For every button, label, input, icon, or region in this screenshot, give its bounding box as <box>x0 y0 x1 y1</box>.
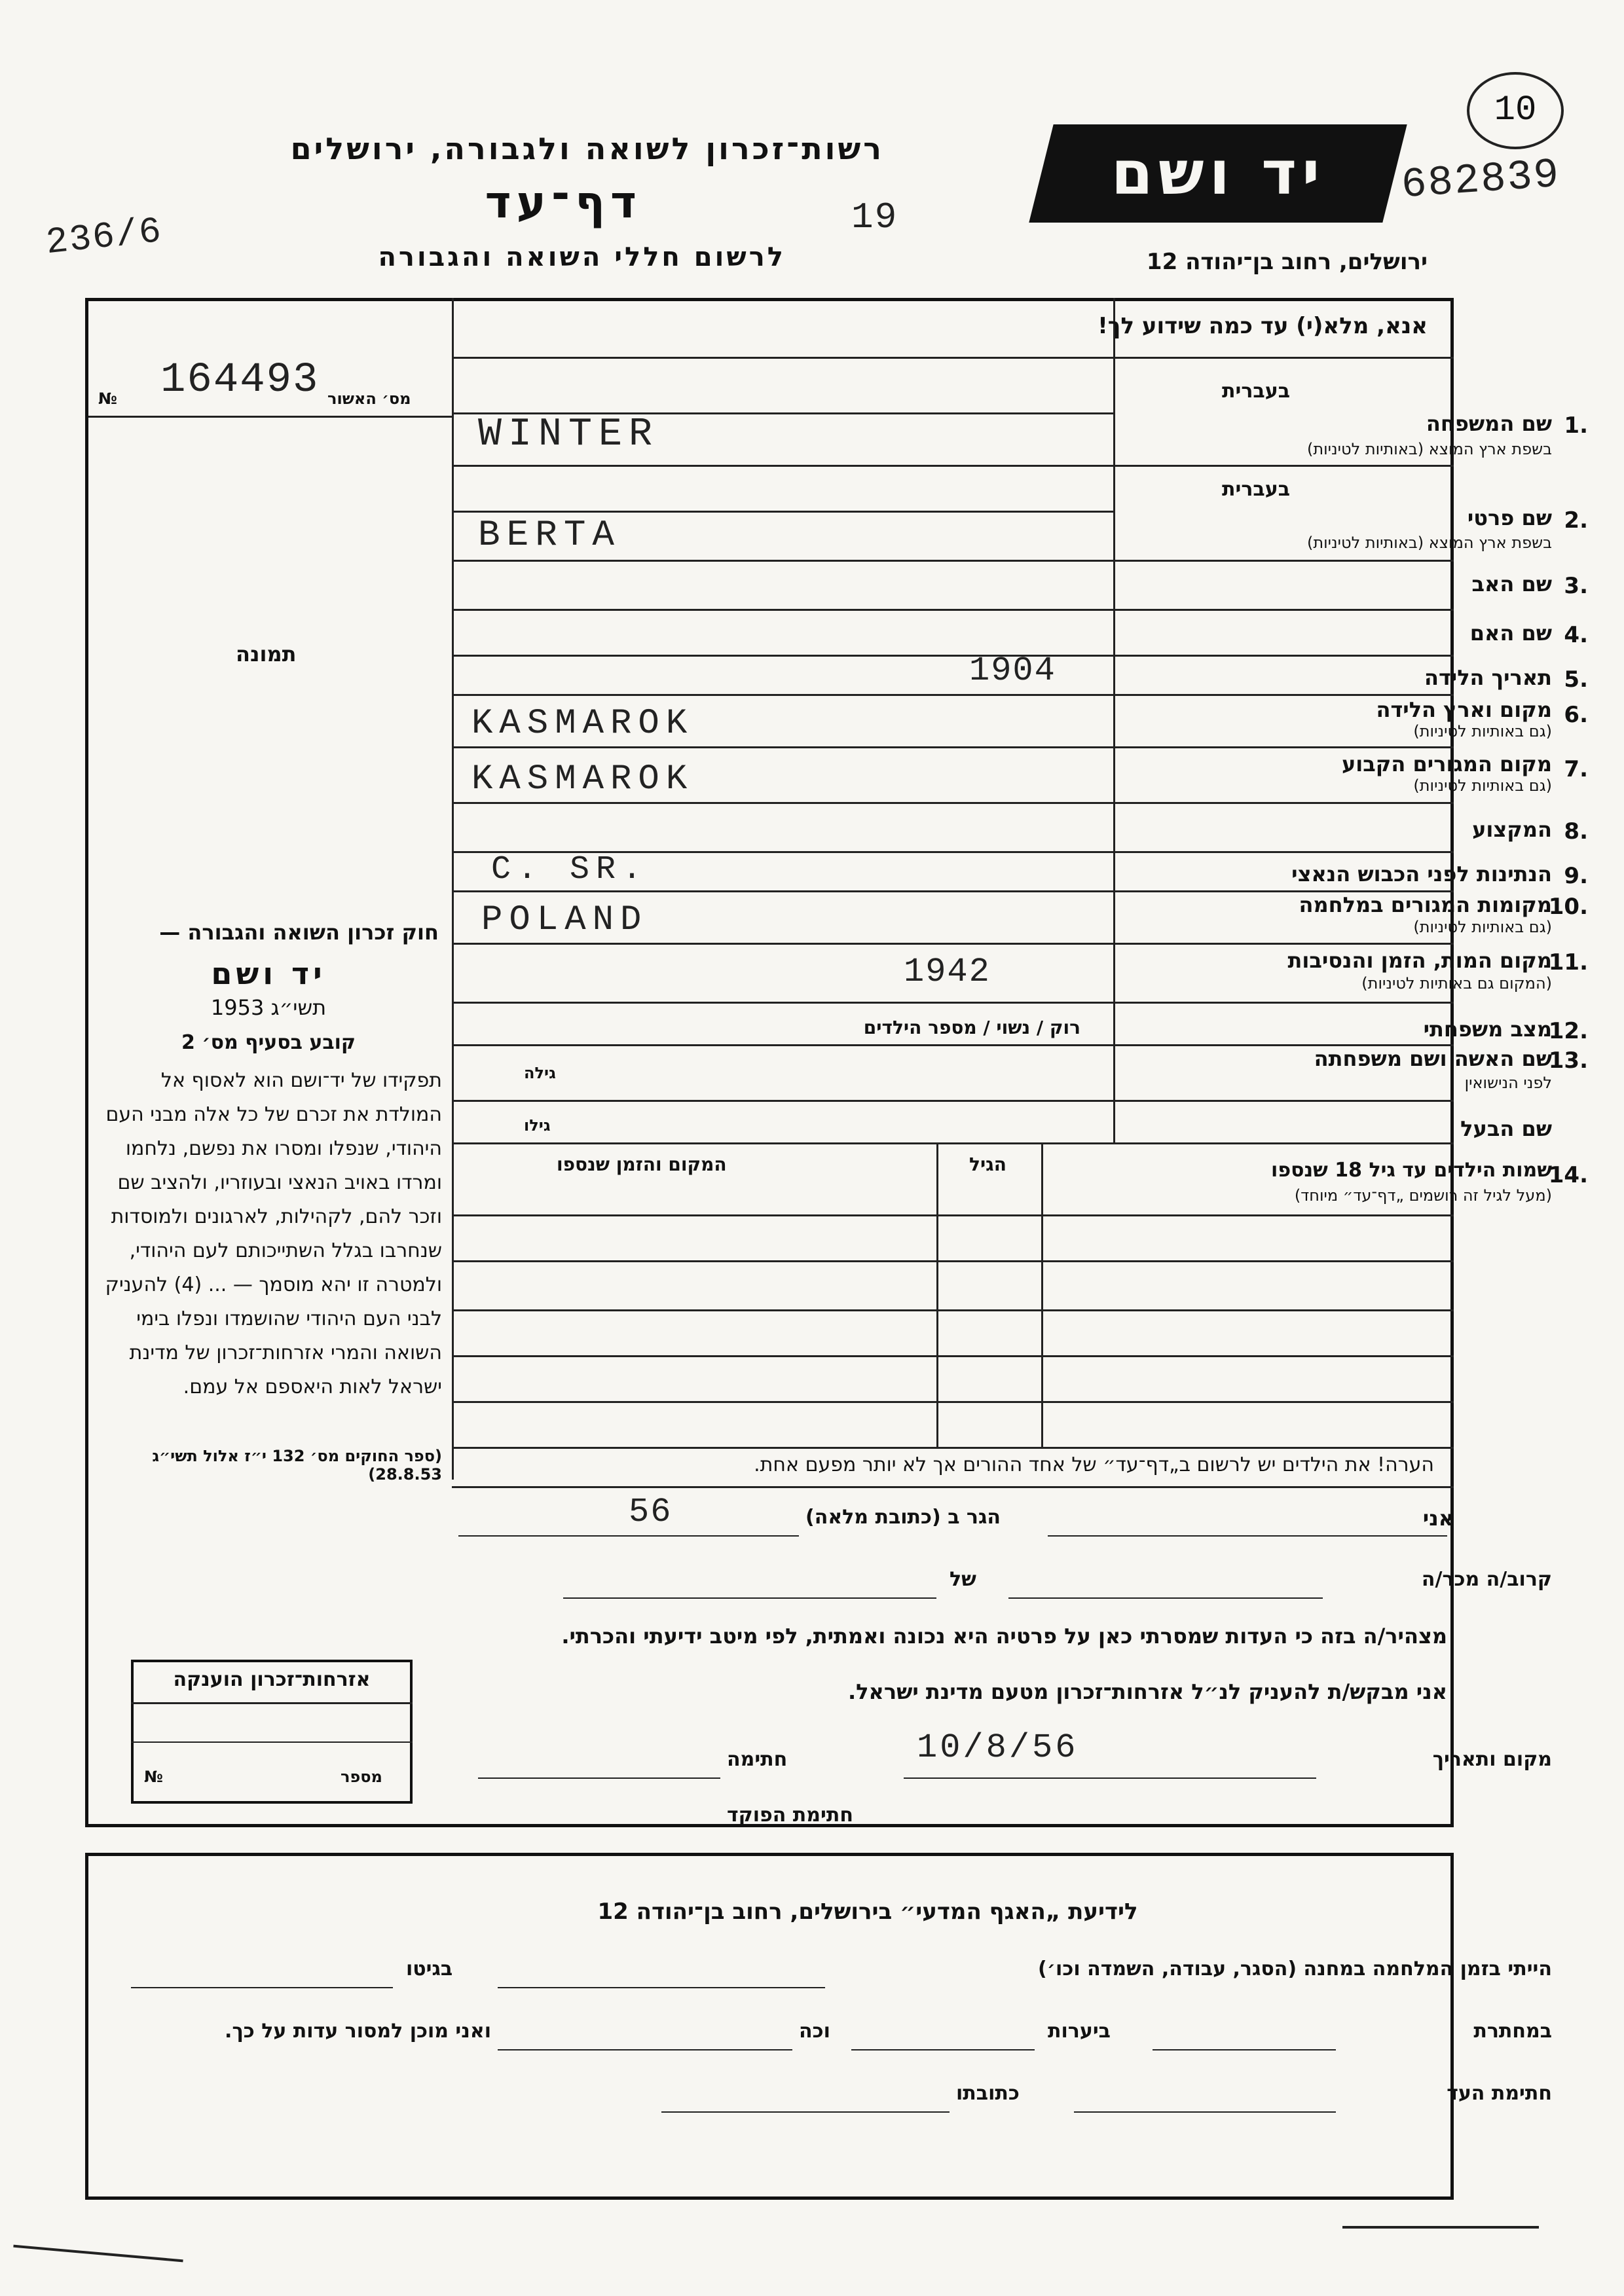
family-name-latin: WINTER <box>478 412 659 457</box>
field-13-label: שם האשה ושם משפחתה <box>1314 1046 1552 1071</box>
law-section: קובע בסעיף מס׳ 2 <box>181 1031 356 1054</box>
field-2-latin-tag: בשפת ארץ המוצא (באותיות לטיניות) <box>1307 534 1552 552</box>
footer-underground-label: במחתרת <box>1473 2020 1552 2043</box>
logo-text: יד ושם <box>1111 138 1325 208</box>
photo-label: תמונה <box>236 642 297 666</box>
field-13-number: 13. <box>1548 1048 1588 1074</box>
field-6-latin-tag: (גם באותיות לטיניות) <box>1413 722 1552 740</box>
field-10-latin-tag: (גם באותיות לטיניות) <box>1413 918 1552 936</box>
field-1-hebrew-tag: בעברית <box>1222 380 1290 403</box>
field-7-label: מקום המגורים הקבוע <box>1341 752 1552 776</box>
organization-line: רשות־זכרון לשואה ולגבורה, ירושלים <box>290 131 884 166</box>
field-3-label: שם האב <box>1471 572 1552 596</box>
law-year: תשי״ג 1953 <box>210 995 327 1020</box>
field-13-sub: לפני הנישואין <box>1464 1074 1552 1092</box>
children-subheader: (מעל לגיל זה רושמים „דף־עד״ מיוחד) <box>1294 1186 1552 1205</box>
form-subtitle: לרשום חללי השואה והגבורה <box>378 242 786 272</box>
field-14-number: 14. <box>1548 1162 1588 1188</box>
field-9-label: הנתינות לפני הכבוש הנאצי <box>1291 862 1552 886</box>
relative-label: קרוב/ה מכר/ה <box>1421 1568 1552 1591</box>
declaration-statement: מצהיר/ה בזה כי העדות שמסרתי כאן על פרטיה היא נכונה ואמתית, לפי מיטב ידיעתי והכרתי. <box>561 1624 1447 1649</box>
field-1-label: שם המשפחה <box>1426 411 1552 436</box>
children-age-column: הגיל <box>969 1154 1006 1175</box>
law-logo: יד ושם <box>211 956 326 991</box>
field-6-label: מקום וארץ הלידה <box>1376 697 1552 722</box>
field-2-label: שם פרטי <box>1467 505 1552 530</box>
husband-age-label: גילו <box>524 1116 551 1135</box>
place-date-label: מקום ותאריך <box>1432 1748 1552 1771</box>
citizenship-request: אני מבקש/ת להעניק לנ״ל אזרחות־זכרון מטעם מדינת ישראל. <box>848 1679 1447 1704</box>
approval-number: 164493 <box>160 357 320 404</box>
field-11-number: 11. <box>1548 949 1588 975</box>
instruction-text: אנא, מלא(י) עד כמה שידוע לך! <box>1098 313 1428 339</box>
wife-age-label: גילה <box>524 1064 556 1082</box>
margin-number: 19 <box>851 196 898 238</box>
field-12-label: מצב משפחתי <box>1423 1017 1552 1042</box>
approval-no-sign: № <box>98 390 117 408</box>
field-2-hebrew-tag: בעברית <box>1222 478 1290 501</box>
marital-options: רוק / נשוי / מספר הילדים <box>863 1017 1080 1038</box>
field-11-sub: (המקום גם באותיות לטיניות) <box>1361 974 1552 993</box>
birth-year: 1904 <box>969 651 1056 690</box>
footer-witness-address-label: כתובתו <box>956 2082 1020 2105</box>
margin-code: 236/6 <box>44 210 164 264</box>
footer-ghetto-label: בגיטו <box>406 1958 453 1980</box>
field-4-number: 4. <box>1564 622 1588 648</box>
field-6-number: 6. <box>1564 702 1588 728</box>
circled-number: 10 <box>1467 72 1564 149</box>
field-5-label: תאריך הלידה <box>1424 665 1552 690</box>
nationality-latin: C. SR. <box>491 851 649 888</box>
first-name-latin: BERTA <box>478 514 621 556</box>
footer-camp-label: הייתי בזמן המלחמה במחנה (הסגר, עבודה, השמדה וכו׳) <box>1038 1958 1552 1980</box>
citizenship-number-label: מספר <box>341 1768 382 1786</box>
declaration-date: 10/8/56 <box>917 1728 1079 1767</box>
field-5-number: 5. <box>1564 666 1588 693</box>
field-7-number: 7. <box>1564 756 1588 782</box>
declarant-address-number: 56 <box>629 1493 673 1531</box>
field-3-number: 3. <box>1564 573 1588 599</box>
field-11-label: מקום המות, הזמן והנסיבות <box>1287 948 1552 973</box>
footer-witness-signature-label: חתימת העד <box>1447 2082 1552 2105</box>
field-1-number: 1. <box>1564 412 1588 439</box>
approval-label: מס׳ האשור <box>327 390 411 408</box>
field-2-number: 2. <box>1564 507 1588 534</box>
children-header: שמות הילדים עד גיל 18 שנספו <box>1271 1159 1552 1182</box>
field-8-label: המקצוע <box>1472 817 1552 842</box>
wartime-residence-latin: POLAND <box>481 900 648 940</box>
signature-label: חתימה <box>727 1748 788 1771</box>
law-title: חוק זכרון השואה והגבורה — <box>159 920 439 945</box>
field-10-label: מקומות המגורים במלחמה <box>1299 892 1552 917</box>
yad-vashem-logo <box>1029 124 1407 223</box>
field-7-latin-tag: (גם באותיות לטיניות) <box>1413 776 1552 795</box>
death-year: 1942 <box>904 953 991 991</box>
residence-latin: KASMAROK <box>471 759 694 799</box>
footer-forests-label: ביערות <box>1048 2020 1111 2043</box>
resident-of-label: הגר ב (כתובת מלאה) <box>805 1506 1001 1529</box>
footer-testimony-text: ואני מוכן למסור עדות על כך. <box>225 2020 491 2043</box>
footer-title: לידיעת „האגף המדעי״ בירושלים, רחוב בן־יהודה 12 <box>597 1899 1138 1925</box>
field-8-number: 8. <box>1564 818 1588 845</box>
of-label: של <box>950 1568 976 1591</box>
official-signature-label: חתימת הפוקד <box>727 1804 853 1827</box>
law-source: (ספר החוקים מס׳ 132 י״ז אלול תשי״ג 28.8.53) <box>152 1447 442 1484</box>
children-note: הערה! את הילדים יש לרשום ב„דף־עד״ של אחד ההורים אך לא יותר מפעם אחת. <box>754 1453 1434 1476</box>
field-10-number: 10. <box>1548 894 1588 920</box>
field-1-latin-tag: בשפת ארץ המוצא (באותיות לטיניות) <box>1307 440 1552 458</box>
law-body: תפקידו של יד־ושם הוא לאסוף אל המולדת את זכרם של כל אלה מבני העם היהודי, שנפלו ומסרו את נפשם, נלחמו ומרדו באויב הנאצי ובעוזריו, ולהציב שם וזכר להם, לקהילות, לארגונים ולמוסדות שנחרבו בגלל השתייכותם לעם היהודי, ולמטרה זו יהא מוסמך — ... (4) להעניק לבני העם היהודי שהושמדו ונפלו בימי השואה והמרי אזרחות־זכרון של מדינת ישראל לאות היאספם אל עמם. <box>105 1069 442 1398</box>
field-9-number: 9. <box>1564 863 1588 889</box>
citizenship-box-title: אזרחות־זכרון הוענקה <box>173 1668 371 1691</box>
birth-place-latin: KASMAROK <box>471 704 694 744</box>
top-right-number: 682839 <box>1399 151 1562 210</box>
citizenship-no-sign: № <box>144 1768 163 1786</box>
declarant-label: אני <box>1422 1506 1454 1531</box>
footer-and-label: וכה <box>799 2020 830 2043</box>
husband-name-label: שם הבעל <box>1460 1116 1552 1141</box>
header-address: ירושלים, רחוב בן־יהודה 12 <box>1146 249 1428 275</box>
field-4-label: שם האם <box>1469 621 1552 646</box>
children-place-column: המקום והזמן שנספו <box>557 1154 727 1175</box>
form-title: דף־עד <box>485 177 642 228</box>
field-12-number: 12. <box>1548 1018 1588 1044</box>
